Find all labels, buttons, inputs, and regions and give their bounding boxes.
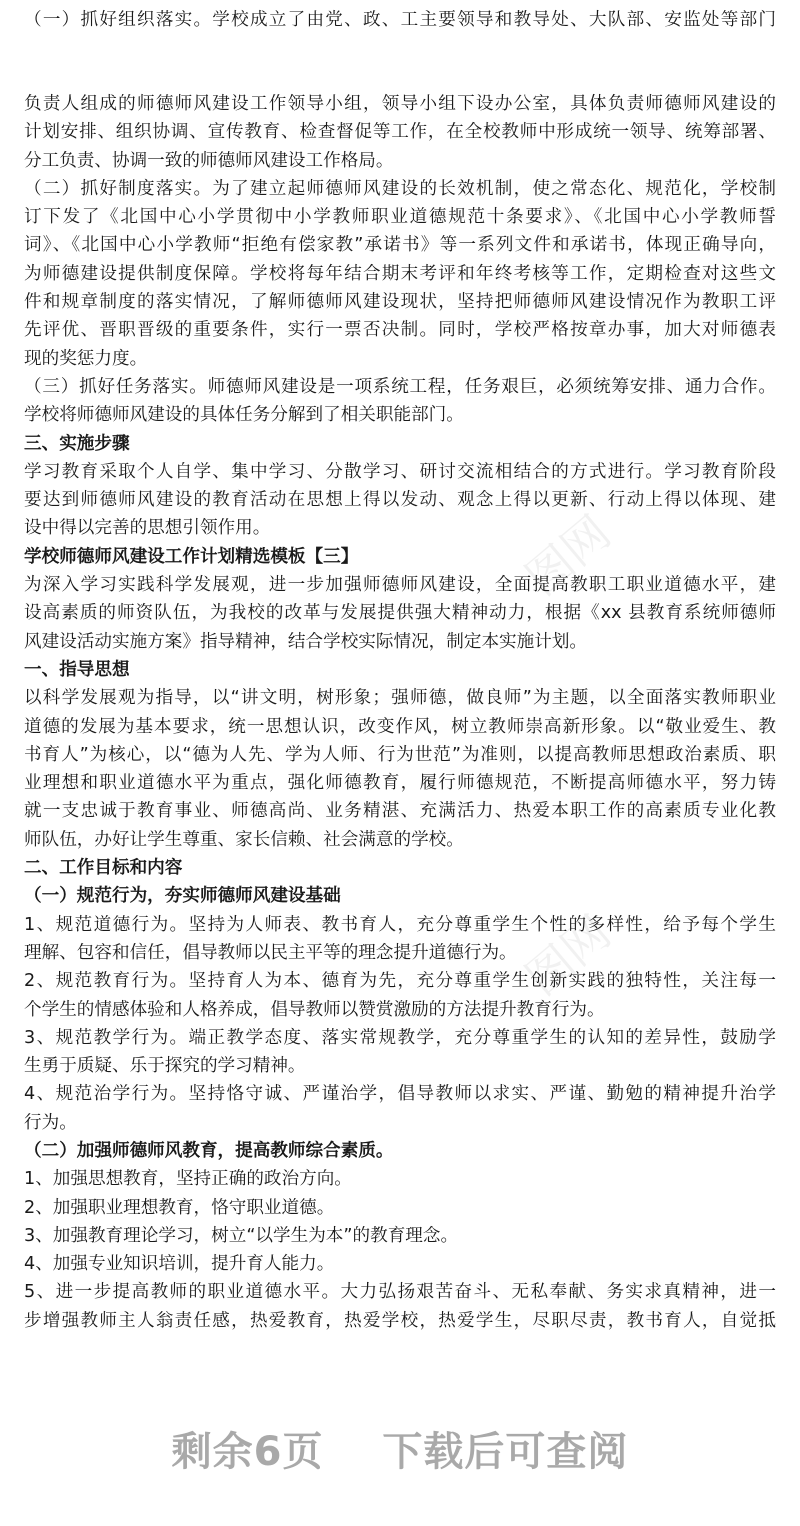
paragraph-line: 1、规范道德行为。坚持为人师表、教书育人，充分尊重学生个性的多样性，给予每个学生 bbox=[24, 914, 776, 935]
paragraph-line: 词》、《北国中心小学教师“拒绝有偿家教”承诺书》等一系列文件和承诺书，体现正确导向， bbox=[24, 235, 776, 256]
paragraph-line: 计划安排、组织协调、宣传教育、检查督促等工作，在全校教师中形成统一领导、统筹部署、 bbox=[24, 122, 776, 143]
paragraph-line: 3、规范教学行为。端正教学态度、落实常规教学，充分尊重学生的认知的差异性，鼓励学 bbox=[24, 1027, 776, 1048]
paragraph-line: 负责人组成的师德师风建设工作领导小组，领导小组下设办公室，具体负责师德师风建设的 bbox=[24, 94, 776, 114]
paragraph-line: 订下发了《北国中心小学贯彻中小学教师职业道德规范十条要求》、《北国中心小学教师誓 bbox=[24, 207, 776, 228]
section-heading: 学校师德师风建设工作计划精选模板【三】 bbox=[24, 546, 359, 567]
download-prompt-banner[interactable] bbox=[0, 1420, 800, 1477]
paragraph-line: 4、加强专业知识培训，提升育人能力。 bbox=[24, 1254, 335, 1275]
paragraph-line: 设中得以完善的思想引领作用。 bbox=[24, 518, 271, 539]
section-heading: 二、工作目标和内容 bbox=[24, 858, 183, 879]
paragraph-line: 4、规范治学行为。坚持恪守诚、严谨治学，倡导教师以求实、严谨、勤勉的精神提升治学 bbox=[24, 1084, 776, 1105]
paragraph-line: 以科学发展观为指导，以“讲文明，树形象；强师德，做良师”为主题，以全面落实教师职业 bbox=[24, 688, 776, 709]
paragraph-line: 行为。 bbox=[24, 1112, 77, 1133]
paragraph-line: 2、规范教育行为。坚持育人为本、德育为先，充分尊重学生创新实践的独特性，关注每一 bbox=[24, 971, 776, 992]
paragraph-line: 现的奖惩力度。 bbox=[24, 348, 148, 369]
paragraph-line: 要达到师德师风建设的教育活动在思想上得以发动、观念上得以更新、行动上得以体现、建 bbox=[24, 490, 776, 511]
paragraph-line: 设高素质的师资队伍，为我校的改革与发展提供强大精神动力，根据《xx 县教育系统师德师 bbox=[24, 603, 776, 624]
paragraph-line: 步增强教师主人翁责任感，热爱教育，热爱学校，热爱学生，尽职尽责，教书育人，自觉抵 bbox=[24, 1310, 776, 1331]
paragraph-line: 书育人”为核心，以“德为人先、学为人师、行为世范”为准则，以提高教师思想政治素质、职 bbox=[24, 744, 776, 765]
paragraph-line: 风建设活动实施方案》指导精神，结合学校实际情况，制定本实施计划。 bbox=[24, 631, 588, 652]
paragraph-line: 就一支忠诚于教育事业、师德高尚、业务精湛、充满活力、热爱本职工作的高素质专业化教 bbox=[24, 801, 776, 822]
paragraph-line: （三）抓好任务落实。师德师风建设是一项系统工程，任务艰巨，必须统筹安排、通力合作。 bbox=[24, 376, 776, 397]
paragraph-line: 先评优、晋职晋级的重要条件，实行一票否决制。同时，学校严格按章办事，加大对师德表 bbox=[24, 320, 776, 341]
watermark: 图网 bbox=[515, 905, 621, 1006]
paragraph-line: （一）抓好组织落实。学校成立了由党、政、工主要领导和教导处、大队部、安监处等部门 bbox=[24, 10, 776, 30]
paragraph-line: 5、进一步提高教师的职业道德水平。大力弘扬艰苦奋斗、无私奉献、务实求真精神，进一 bbox=[24, 1282, 776, 1303]
paragraph-line: 学校将师德师风建设的具体任务分解到了相关职能部门。 bbox=[24, 405, 464, 426]
paragraph-line: 生勇于质疑、乐于探究的学习精神。 bbox=[24, 1056, 306, 1077]
paragraph-line: 1、加强思想教育，坚持正确的政治方向。 bbox=[24, 1169, 352, 1190]
document-text-top bbox=[24, 6, 776, 34]
remaining-pages-text: 剩余6页 bbox=[171, 1429, 324, 1475]
paragraph-line: 理解、包容和信任，倡导教师以民主平等的理念提升道德行为。 bbox=[24, 942, 517, 963]
document-text-main bbox=[24, 90, 776, 1335]
section-heading: （二）加强师德师风教育，提高教师综合素质。 bbox=[24, 1140, 394, 1161]
paragraph-line: 业理想和职业道德水平为重点，强化师德教育，履行师德规范，不断提高师德水平，努力铸 bbox=[24, 773, 776, 794]
paragraph-line: 个学生的情感体验和人格养成，倡导教师以赞赏激励的方法提升教育行为。 bbox=[24, 999, 605, 1020]
paragraph-line: 3、加强教育理论学习，树立“以学生为本”的教育理念。 bbox=[24, 1225, 459, 1246]
paragraph-line: 为深入学习实践科学发展观，进一步加强师德师风建设，全面提高教职工职业道德水平，建 bbox=[24, 575, 776, 596]
paragraph-line: 2、加强职业理想教育，恪守职业道德。 bbox=[24, 1197, 335, 1218]
paragraph-line: 学习教育采取个人自学、集中学习、分散学习、研讨交流相结合的方式进行。学习教育阶段 bbox=[24, 461, 776, 482]
paragraph-line: 师队伍，办好让学生尊重、家长信赖、社会满意的学校。 bbox=[24, 829, 464, 850]
paragraph-line: 件和规章制度的落实情况，了解师德师风建设现状，坚持把师德师风建设情况作为教职工评 bbox=[24, 292, 776, 313]
section-heading: 一、指导思想 bbox=[24, 659, 130, 680]
section-heading: （一）规范行为，夯实师德师风建设基础 bbox=[24, 886, 341, 907]
section-heading: 三、实施步骤 bbox=[24, 433, 130, 454]
watermark: 图网 bbox=[515, 505, 621, 606]
paragraph-line: 为师德建设提供制度保障。学校将每年结合期末考评和年终考核等工作，定期检查对这些文 bbox=[24, 263, 776, 284]
paragraph-line: （二）抓好制度落实。为了建立起师德师风建设的长效机制，使之常态化、规范化，学校制 bbox=[24, 178, 776, 199]
paragraph-line: 分工负责、协调一致的师德师风建设工作格局。 bbox=[24, 150, 394, 171]
download-hint-text: 下载后可查阅 bbox=[382, 1429, 629, 1475]
paragraph-line: 道德的发展为基本要求，统一思想认识，改变作风，树立教师崇高新形象。以“敬业爱生、教 bbox=[24, 716, 776, 737]
